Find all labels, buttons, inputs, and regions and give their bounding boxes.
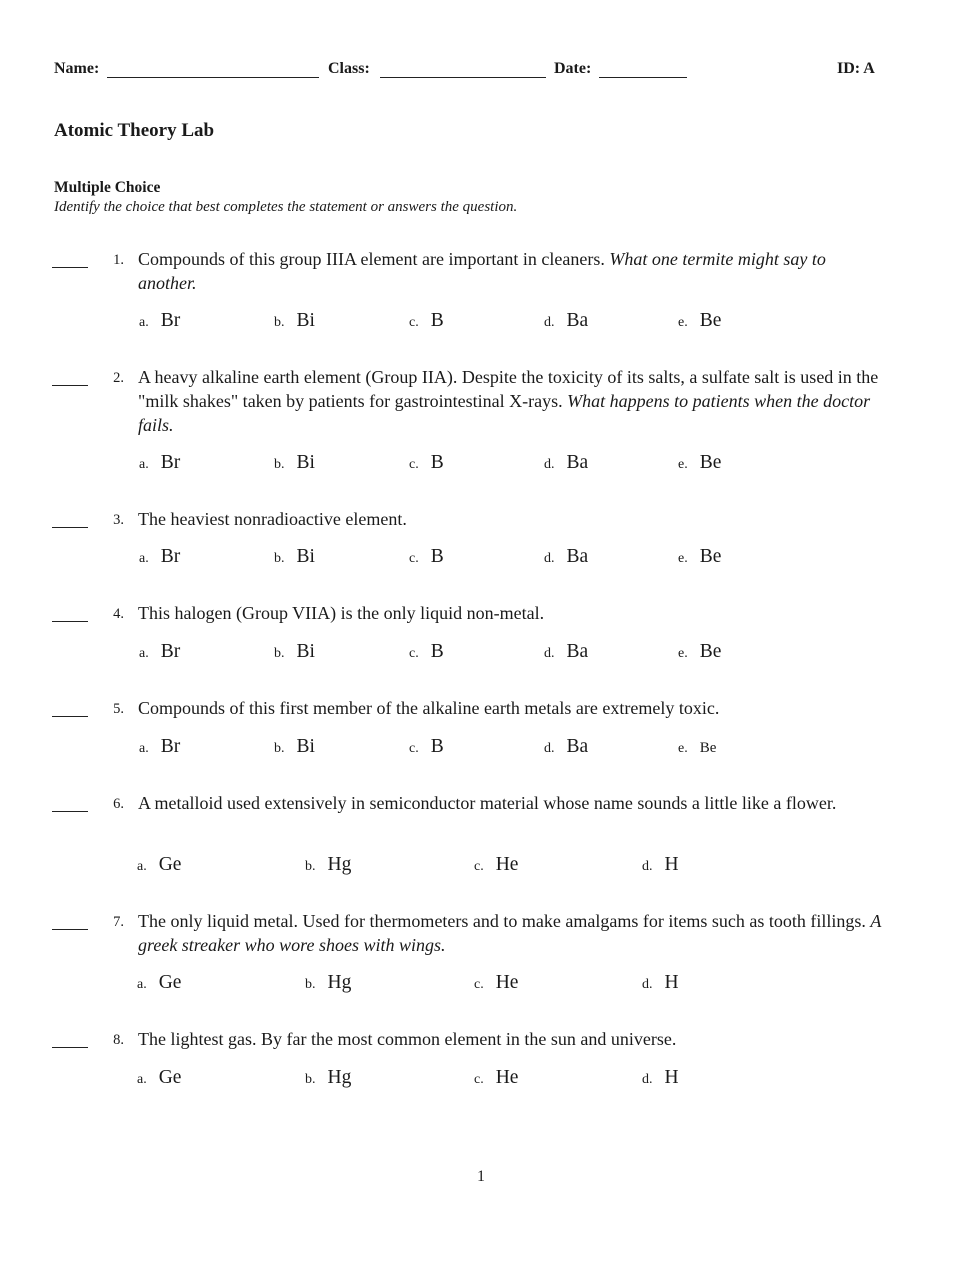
choice-value: Be bbox=[699, 546, 722, 567]
header bbox=[54, 60, 894, 84]
choice-d[interactable] bbox=[544, 641, 588, 663]
id-label: ID: A bbox=[837, 60, 875, 77]
choice-c[interactable] bbox=[409, 641, 444, 663]
choice-a[interactable] bbox=[137, 972, 181, 994]
choice-value: Bi bbox=[296, 546, 315, 567]
choice-letter: a. bbox=[137, 859, 147, 874]
choice-e[interactable] bbox=[678, 641, 721, 663]
choice-value: B bbox=[430, 641, 444, 662]
choice-value: H bbox=[664, 972, 679, 993]
choice-a[interactable] bbox=[139, 641, 180, 663]
choice-a[interactable] bbox=[139, 546, 180, 568]
question-statement: The heaviest nonradioactive element. bbox=[138, 509, 407, 529]
choice-value: Be bbox=[699, 310, 722, 331]
choice-value: Br bbox=[160, 546, 181, 567]
choice-letter: a. bbox=[139, 457, 149, 472]
choice-letter: c. bbox=[409, 741, 419, 756]
choice-value: Ba bbox=[566, 310, 589, 331]
choice-value: Hg bbox=[327, 972, 352, 993]
question-hint: A greek streaker who wore shoes with wings. bbox=[138, 911, 882, 955]
question-number: 4. bbox=[113, 606, 124, 622]
choice-value: B bbox=[430, 546, 444, 567]
choice-value: He bbox=[495, 854, 519, 875]
choice-value: Hg bbox=[327, 1067, 352, 1088]
name-label: Name: bbox=[54, 60, 100, 77]
choice-d[interactable] bbox=[544, 452, 588, 474]
question-text bbox=[138, 507, 893, 531]
choice-letter: c. bbox=[409, 551, 419, 566]
question-statement: This halogen (Group VIIA) is the only liquid non-metal. bbox=[138, 603, 545, 623]
choice-letter: b. bbox=[305, 859, 316, 874]
question-hint: What one termite might say to another. bbox=[138, 249, 826, 293]
question-statement: A heavy alkaline earth element (Group IIA). Despite the toxicity of its salts, a sulfate salt is used in the "milk shakes" taken by patients for gastrointestinal X-rays. bbox=[138, 367, 879, 411]
choice-value: B bbox=[430, 736, 444, 757]
question-number: 1. bbox=[113, 252, 124, 268]
choice-letter: c. bbox=[474, 977, 484, 992]
choice-d[interactable] bbox=[642, 1067, 679, 1089]
choice-d[interactable] bbox=[544, 736, 588, 758]
choice-letter: c. bbox=[409, 315, 419, 330]
question-text bbox=[138, 1027, 898, 1051]
question-statement: Compounds of this group IIIA element are important in cleaners. bbox=[138, 249, 605, 269]
page-number: 1 bbox=[477, 1168, 485, 1185]
choice-letter: e. bbox=[678, 551, 688, 566]
date-label: Date: bbox=[554, 60, 592, 77]
choice-b[interactable] bbox=[305, 854, 351, 876]
question-number: 3. bbox=[113, 512, 124, 528]
choice-c[interactable] bbox=[409, 736, 444, 758]
choice-letter: a. bbox=[139, 551, 149, 566]
choice-b[interactable] bbox=[274, 452, 315, 474]
choice-value: Br bbox=[160, 452, 181, 473]
date-field[interactable] bbox=[599, 77, 687, 78]
choice-letter: d. bbox=[544, 457, 555, 472]
choice-b[interactable] bbox=[274, 736, 315, 758]
question-text bbox=[138, 601, 893, 625]
choice-letter: d. bbox=[544, 315, 555, 330]
choice-b[interactable] bbox=[274, 546, 315, 568]
question-number: 2. bbox=[113, 370, 124, 386]
choice-value: Ba bbox=[566, 452, 589, 473]
choice-letter: b. bbox=[305, 1072, 316, 1087]
choice-c[interactable] bbox=[474, 972, 518, 994]
name-field[interactable] bbox=[107, 77, 319, 78]
choice-d[interactable] bbox=[544, 310, 588, 332]
choice-letter: d. bbox=[642, 859, 653, 874]
class-field[interactable] bbox=[380, 77, 546, 78]
choice-value: Ba bbox=[566, 736, 589, 757]
choice-c[interactable] bbox=[409, 310, 444, 332]
question-number: 7. bbox=[113, 914, 124, 930]
choice-value: Br bbox=[160, 641, 181, 662]
choice-letter: c. bbox=[474, 859, 484, 874]
choice-e[interactable] bbox=[678, 739, 716, 757]
choice-d[interactable] bbox=[544, 546, 588, 568]
choice-letter: e. bbox=[678, 315, 688, 330]
choice-value: Bi bbox=[296, 452, 315, 473]
choice-value: Bi bbox=[296, 310, 315, 331]
choice-letter: d. bbox=[544, 551, 555, 566]
answer-blank[interactable] bbox=[52, 385, 88, 386]
choice-d[interactable] bbox=[642, 972, 679, 994]
question-statement: The lightest gas. By far the most common element in the sun and universe. bbox=[138, 1029, 677, 1049]
question-number: 6. bbox=[113, 796, 124, 812]
choice-value: He bbox=[495, 1067, 519, 1088]
choice-value: Ge bbox=[158, 972, 182, 993]
choice-e[interactable] bbox=[678, 452, 721, 474]
choice-value: Br bbox=[160, 736, 181, 757]
choice-a[interactable] bbox=[139, 310, 180, 332]
question-statement: A metalloid used extensively in semiconductor material whose name sounds a little like a flower. bbox=[138, 793, 837, 813]
answer-blank[interactable] bbox=[52, 929, 88, 930]
choice-value: B bbox=[430, 452, 444, 473]
choice-a[interactable] bbox=[137, 1067, 181, 1089]
choice-letter: e. bbox=[678, 457, 688, 472]
choice-b[interactable] bbox=[274, 641, 315, 663]
choice-letter: e. bbox=[678, 646, 688, 661]
choice-d[interactable] bbox=[642, 854, 679, 876]
worksheet-title: Atomic Theory Lab bbox=[54, 120, 215, 141]
answer-blank[interactable] bbox=[52, 621, 88, 622]
choice-value: He bbox=[495, 972, 519, 993]
question-statement: The only liquid metal. Used for thermometers and to make amalgams for items such as tooth fillings. bbox=[138, 911, 866, 931]
question-text bbox=[138, 247, 878, 295]
section-instructions: Identify the choice that best completes the statement or answers the question. bbox=[54, 199, 518, 215]
choice-letter: b. bbox=[274, 646, 285, 661]
choice-value: Be bbox=[699, 740, 717, 756]
choice-letter: c. bbox=[474, 1072, 484, 1087]
choice-value: Ba bbox=[566, 546, 589, 567]
answer-blank[interactable] bbox=[52, 1047, 88, 1048]
choice-b[interactable] bbox=[274, 310, 315, 332]
choice-value: Bi bbox=[296, 641, 315, 662]
choice-letter: d. bbox=[544, 741, 555, 756]
choice-letter: a. bbox=[139, 741, 149, 756]
choice-e[interactable] bbox=[678, 546, 721, 568]
choice-letter: b. bbox=[274, 457, 285, 472]
choice-c[interactable] bbox=[474, 1067, 518, 1089]
choice-letter: a. bbox=[139, 646, 149, 661]
choice-letter: a. bbox=[137, 977, 147, 992]
choice-b[interactable] bbox=[305, 1067, 351, 1089]
choice-letter: c. bbox=[409, 646, 419, 661]
choice-value: Ba bbox=[566, 641, 589, 662]
choice-value: Hg bbox=[327, 854, 352, 875]
choice-value: Ge bbox=[158, 854, 182, 875]
choice-value: Be bbox=[699, 641, 722, 662]
choice-b[interactable] bbox=[305, 972, 351, 994]
choice-c[interactable] bbox=[409, 546, 444, 568]
question-text bbox=[138, 909, 916, 957]
choice-letter: b. bbox=[274, 315, 285, 330]
answer-blank[interactable] bbox=[52, 527, 88, 528]
question-number: 5. bbox=[113, 701, 124, 717]
question-text bbox=[138, 365, 893, 437]
choice-letter: e. bbox=[678, 741, 688, 756]
question-statement: Compounds of this first member of the alkaline earth metals are extremely toxic. bbox=[138, 698, 720, 718]
choice-c[interactable] bbox=[474, 854, 518, 876]
choice-a[interactable] bbox=[139, 452, 180, 474]
choice-value: H bbox=[664, 1067, 679, 1088]
choice-letter: c. bbox=[409, 457, 419, 472]
choice-letter: a. bbox=[137, 1072, 147, 1087]
question-number: 8. bbox=[113, 1032, 124, 1048]
choice-value: Ge bbox=[158, 1067, 182, 1088]
choice-a[interactable] bbox=[139, 736, 180, 758]
question-text bbox=[138, 791, 883, 815]
choice-letter: b. bbox=[305, 977, 316, 992]
class-label: Class: bbox=[328, 60, 370, 77]
choice-value: Bi bbox=[296, 736, 315, 757]
choice-letter: d. bbox=[544, 646, 555, 661]
answer-blank[interactable] bbox=[52, 267, 88, 268]
choice-value: H bbox=[664, 854, 679, 875]
question-hint: What happens to patients when the doctor fails. bbox=[138, 391, 871, 435]
choice-value: Be bbox=[699, 452, 722, 473]
choice-letter: a. bbox=[139, 315, 149, 330]
choice-value: B bbox=[430, 310, 444, 331]
question-text bbox=[138, 696, 898, 720]
section-title: Multiple Choice bbox=[54, 179, 161, 196]
choice-letter: d. bbox=[642, 1072, 653, 1087]
choice-a[interactable] bbox=[137, 854, 181, 876]
choice-letter: b. bbox=[274, 741, 285, 756]
answer-blank[interactable] bbox=[52, 716, 88, 717]
choice-letter: b. bbox=[274, 551, 285, 566]
choice-c[interactable] bbox=[409, 452, 444, 474]
choice-letter: d. bbox=[642, 977, 653, 992]
choice-value: Br bbox=[160, 310, 181, 331]
choice-e[interactable] bbox=[678, 310, 721, 332]
answer-blank[interactable] bbox=[52, 811, 88, 812]
